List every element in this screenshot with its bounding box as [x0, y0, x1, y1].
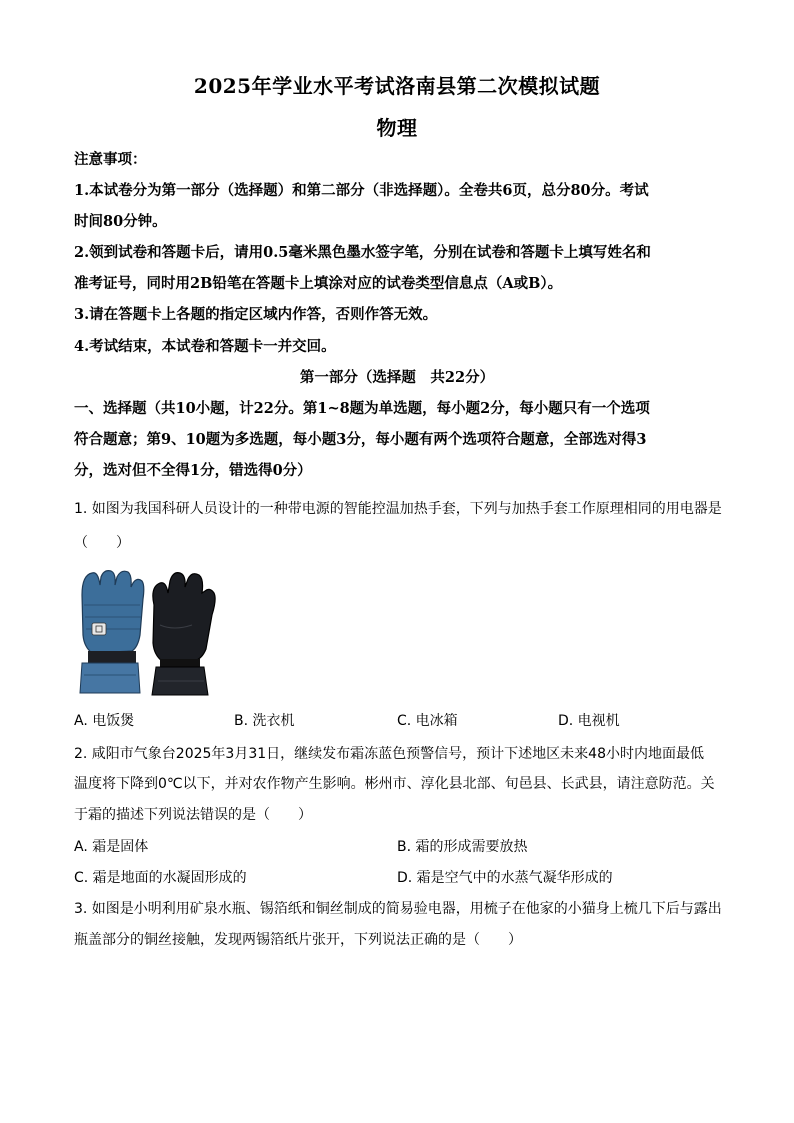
question-2-option-a: A. 霜是固体 [74, 839, 149, 855]
section-instructions-cont1: 符合题意；第9、10题为多选题，每小题3分，每小题有两个选项符合题意，全部选对得3 [74, 431, 647, 448]
section-instructions: 一、选择题（共10小题，计22分。第1~8题为单选题，每小题2分，每小题只有一个选项 [74, 400, 650, 417]
question-2-option-b: B. 霜的形成需要放热 [397, 839, 528, 855]
question-2-option-c: C. 霜是地面的水凝固形成的 [74, 870, 247, 886]
subject-title: 物理 [376, 116, 418, 140]
notice-item-3: 3.请在答题卡上各题的指定区域内作答，否则作答无效。 [74, 306, 438, 323]
question-3-stem-cont: 瓶盖部分的铜丝接触，发现两锡箔纸片张开，下列说法正确的是（ ） [74, 932, 522, 948]
gloves-icon [74, 565, 224, 700]
question-1-option-d: D. 电视机 [558, 713, 620, 729]
heating-gloves-image [74, 565, 224, 700]
notice-item-1-cont: 时间80分钟。 [74, 213, 167, 230]
question-2-stem-cont1: 温度将下降到0℃以下，并对农作物产生影响。彬州市、淳化县北部、旬邑县、长武县，请注意防范。关 [74, 776, 715, 792]
section-instructions-cont2: 分，选对但不全得1分，错选得0分） [74, 462, 312, 479]
question-2-stem: 2. 咸阳市气象台2025年3月31日，继续发布霜冻蓝色预警信号，预计下述地区未来48小时内地面最低 [74, 746, 704, 762]
notice-item-1: 1.本试卷分为第一部分（选择题）和第二部分（非选择题）。全卷共6页，总分80分。考试 [74, 182, 649, 199]
part1-heading: 第一部分（选择题 共22分） [299, 369, 495, 386]
question-1-option-b: B. 洗衣机 [234, 713, 295, 729]
question-3-stem: 3. 如图是小明利用矿泉水瓶、锡箔纸和铜丝制成的简易验电器，用梳子在他家的小猫身上梳几下后与露出 [74, 901, 722, 917]
question-2-option-d: D. 霜是空气中的水蒸气凝华形成的 [397, 870, 613, 886]
question-1-stem: 1. 如图为我国科研人员设计的一种带电源的智能控温加热手套，下列与加热手套工作原理相同的用电器是 [74, 501, 722, 517]
notice-heading: 注意事项： [74, 151, 147, 168]
notice-item-2: 2.领到试卷和答题卡后，请用0.5毫米黑色墨水签字笔，分别在试卷和答题卡上填写姓名和 [74, 244, 651, 261]
question-1-stem-cont: （ ） [74, 535, 130, 551]
exam-title: 2025年学业水平考试洛南县第二次模拟试题 [193, 74, 601, 98]
question-1-option-a: A. 电饭煲 [74, 713, 135, 729]
notice-item-4: 4.考试结束，本试卷和答题卡一并交回。 [74, 338, 336, 355]
notice-item-2-cont: 准考证号，同时用2B铅笔在答题卡上填涂对应的试卷类型信息点（A或B）。 [74, 275, 563, 292]
question-2-stem-cont2: 于霜的描述下列说法错误的是（ ） [74, 807, 312, 823]
question-1-option-c: C. 电冰箱 [397, 713, 458, 729]
